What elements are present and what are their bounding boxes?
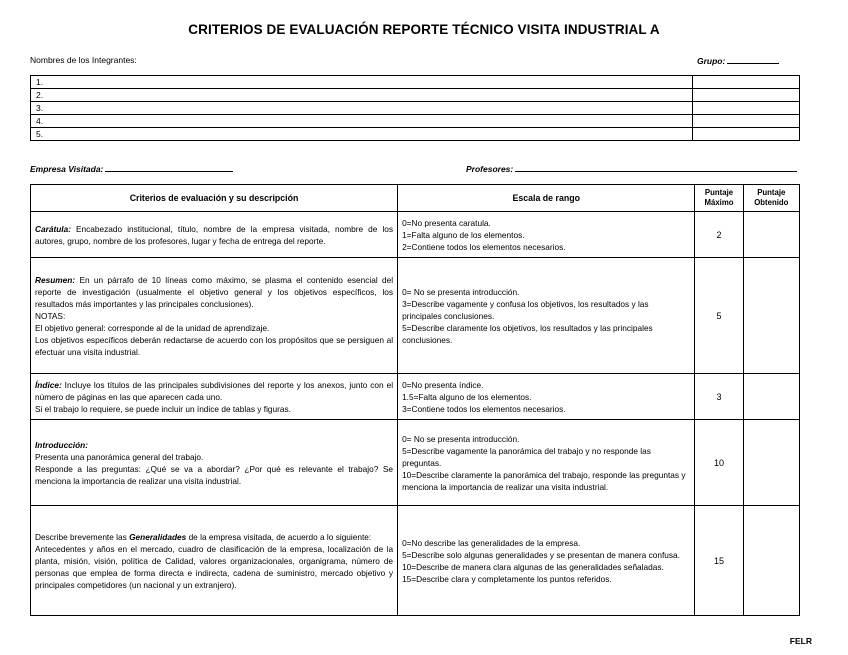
max-score: 10 <box>695 420 743 506</box>
criteria-text-block <box>35 531 393 543</box>
members-label: Nombres de los Integrantes: <box>30 55 137 65</box>
members-table <box>30 75 800 141</box>
scale-level: 0= No se presenta introducción. <box>402 433 520 444</box>
criteria-name: Generalidades <box>129 531 187 542</box>
member-name-cell: 4. <box>31 115 693 128</box>
criteria-text: de la empresa visitada, de acuerdo a lo siguiente: <box>186 531 372 542</box>
group-field <box>697 55 779 66</box>
criteria-row <box>31 212 800 258</box>
member-name-cell: 2. <box>31 89 693 102</box>
scale-level: 2=Contiene todos los elementos necesarios. <box>402 241 566 252</box>
max-score: 3 <box>695 374 743 420</box>
scale-level: 5=Describe claramente los objetivos, los resultados y las principales conclusiones. <box>402 322 653 345</box>
criteria-table <box>30 184 800 616</box>
criteria-text: Antecedentes y años en el mercado, cuadro de clasificación de la empresa, localización de la planta, misión, visión, política de Calidad, valores organizacionales, organigrama, número de personas que emplea de forma directa e indirecta, cadena de suministro, mercado objetivo y principales competidores (un nacional y un extranjero). <box>35 543 394 590</box>
criteria-text-block <box>35 274 393 310</box>
member-extra-cell <box>693 76 800 89</box>
criteria-name: Índice: <box>35 379 62 390</box>
max-score: 2 <box>695 212 743 258</box>
criteria-scale <box>398 420 695 506</box>
scale-level: 0= No se presenta introducción. <box>402 286 520 297</box>
scale-level: 0=No presenta caratula. <box>402 217 491 228</box>
member-name-cell: 1. <box>31 76 693 89</box>
company-label: Empresa Visitada: <box>30 164 104 174</box>
obtained-score-cell[interactable] <box>743 212 799 258</box>
criteria-description <box>31 212 398 258</box>
header-scale: Escala de rango <box>398 185 695 212</box>
criteria-description <box>31 374 398 420</box>
scale-level: 3=Describe vagamente y confusa los objetivos, los resultados y las principales conclusiones. <box>402 298 649 321</box>
criteria-name: Resumen: <box>35 274 76 285</box>
member-name-cell: 3. <box>31 102 693 115</box>
criteria-text: Responde a las preguntas: ¿Qué se va a abordar? ¿Por qué es relevante el trabajo? Se menciona la importancia de realizar una visita industrial. <box>35 463 394 486</box>
scale-level: 0=No describe las generalidades de la empresa. <box>402 537 581 548</box>
criteria-text: NOTAS: <box>35 310 66 321</box>
criteria-text: Si el trabajo lo requiere, se puede incluir un índice de tablas y figuras. <box>35 403 291 414</box>
criteria-row <box>31 258 800 374</box>
scale-level: 0=No presenta índice. <box>402 379 484 390</box>
criteria-name: Carátula: <box>35 223 71 234</box>
header-max-score: Puntaje Máximo <box>695 185 743 212</box>
criteria-scale <box>398 212 695 258</box>
scale-level: 1.5=Falta alguno de los elementos. <box>402 391 532 402</box>
criteria-text: Presenta una panorámica general del trabajo. <box>35 451 204 462</box>
group-blank-line <box>727 55 779 64</box>
criteria-scale <box>398 506 695 616</box>
criteria-header-row <box>31 185 800 212</box>
criteria-scale <box>398 258 695 374</box>
professors-label: Profesores: <box>466 164 514 174</box>
member-extra-cell <box>693 89 800 102</box>
criteria-description <box>31 258 398 374</box>
header-obtained-score: Puntaje Obtenido <box>743 185 799 212</box>
criteria-text: En un párrafo de 10 líneas como máximo, se plasma el contenido esencial del reporte de investigación (usualmente el objetivo general y los objetivos específicos, los resultados más importantes y las principales conclusiones). <box>35 274 394 309</box>
member-extra-cell <box>693 115 800 128</box>
obtained-score-cell[interactable] <box>743 258 799 374</box>
scale-level: 1=Falta alguno de los elementos. <box>402 229 525 240</box>
scale-level: 5=Describe solo algunas generalidades y se presentan de manera confusa. <box>402 549 680 560</box>
group-label: Grupo: <box>697 56 726 66</box>
criteria-description <box>31 506 398 616</box>
member-row <box>31 128 800 141</box>
member-row <box>31 115 800 128</box>
member-extra-cell <box>693 128 800 141</box>
criteria-row <box>31 506 800 616</box>
document-title: CRITERIOS DE EVALUACIÓN REPORTE TÉCNICO VISITA INDUSTRIAL A <box>188 22 660 37</box>
company-blank-line <box>105 163 233 172</box>
member-row <box>31 102 800 115</box>
professors-blank-line <box>515 163 797 172</box>
member-extra-cell <box>693 102 800 115</box>
criteria-text: El objetivo general: corresponde al de la unidad de aprendizaje. <box>35 322 270 333</box>
member-row <box>31 76 800 89</box>
obtained-score-cell[interactable] <box>743 374 799 420</box>
scale-level: 10=Describe de manera clara algunas de las generalidades señaladas. <box>402 561 664 572</box>
criteria-text: Describe brevemente las <box>35 531 130 542</box>
criteria-row <box>31 420 800 506</box>
criteria-text-block <box>35 379 393 403</box>
criteria-text: Encabezado institucional, título, nombre de la empresa visitada, nombre de los autores, grupo, nombre de los profesores, lugar y fecha de entrega del reporte. <box>35 223 394 246</box>
member-name-cell: 5. <box>31 128 693 141</box>
criteria-description <box>31 420 398 506</box>
company-field <box>30 163 233 174</box>
criteria-scale <box>398 374 695 420</box>
header-criteria: Criterios de evaluación y su descripción <box>31 185 398 212</box>
footer-initials: FELR <box>789 636 812 646</box>
professors-field <box>466 163 797 174</box>
criteria-row <box>31 374 800 420</box>
member-row <box>31 89 800 102</box>
scale-level: 15=Describe clara y completamente los puntos referidos. <box>402 573 612 584</box>
criteria-name: Introducción: <box>35 439 89 450</box>
criteria-text: Incluye los títulos de las principales subdivisiones del reporte y los anexos, junto con el número de páginas en las que aparecen cada uno. <box>35 379 394 402</box>
scale-level: 10=Describe claramente la panorámica del trabajo, responde las preguntas y menciona la importancia de realizar una visita industrial. <box>402 469 686 492</box>
max-score: 5 <box>695 258 743 374</box>
obtained-score-cell[interactable] <box>743 506 799 616</box>
scale-level: 5=Describe vagamente la panorámica del trabajo y no responde las preguntas. <box>402 445 651 468</box>
criteria-text: Los objetivos específicos deberán redactarse de acuerdo con los propósitos que se persiguen al efectuar una visita industrial. <box>35 334 394 357</box>
obtained-score-cell[interactable] <box>743 420 799 506</box>
max-score: 15 <box>695 506 743 616</box>
scale-level: 3=Contiene todos los elementos necesarios. <box>402 403 566 414</box>
